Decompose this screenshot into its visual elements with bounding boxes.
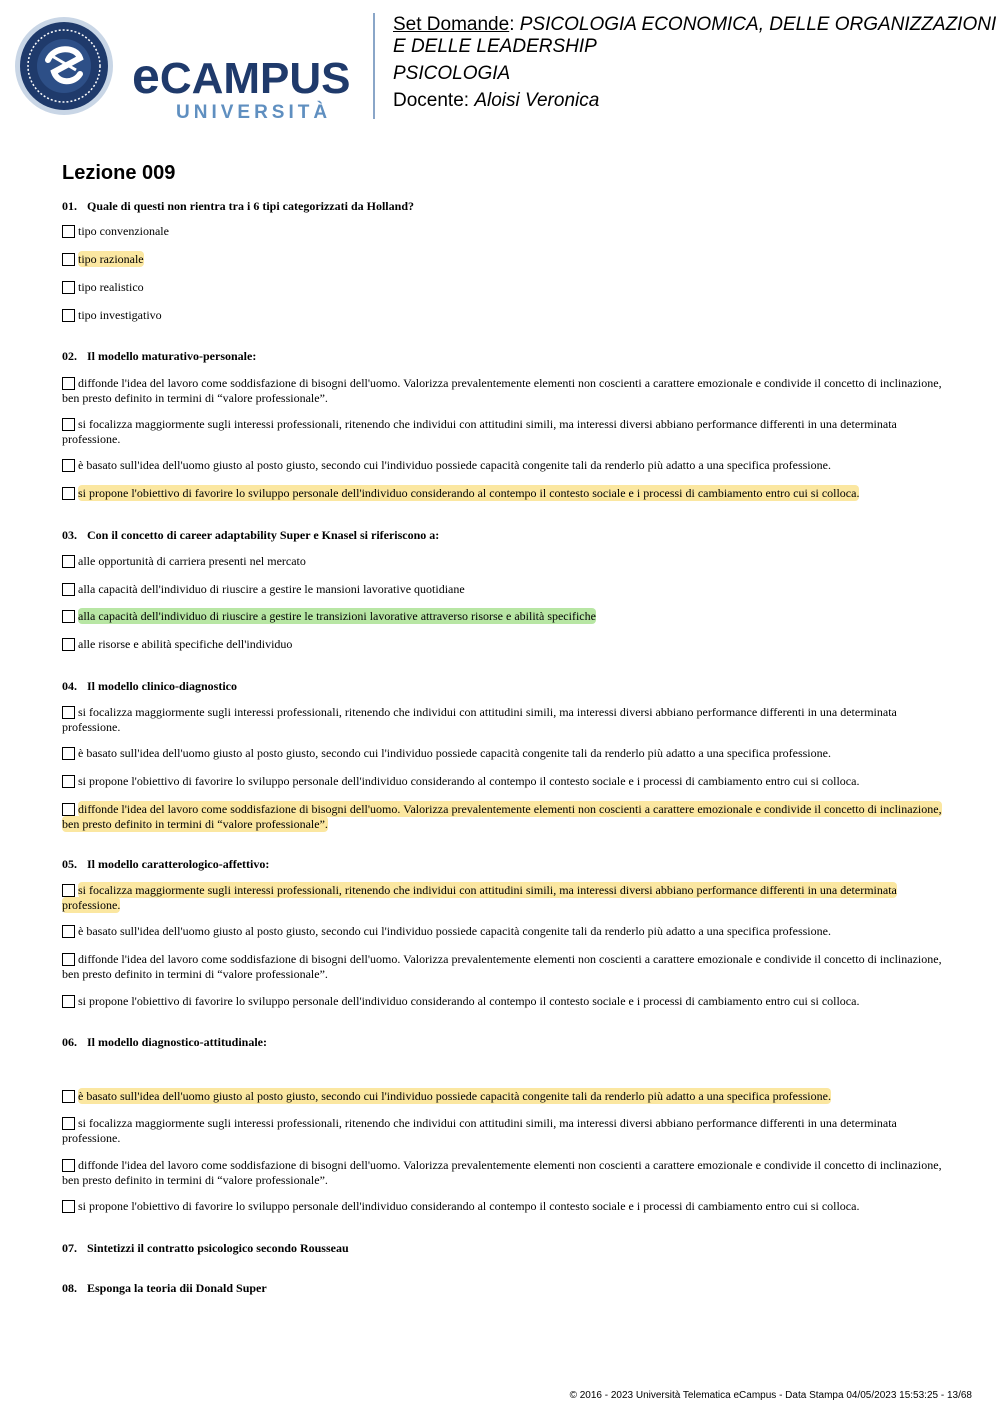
checkbox[interactable]	[62, 487, 75, 500]
brand-wordmark: eCAMPUS	[132, 48, 351, 104]
checkbox[interactable]	[62, 884, 75, 897]
answer-option[interactable]: si focalizza maggiormente sugli interessi professionali, ritenendo che individui con attitudini simili, ma interessi diversi abbiano performance differenti in una determinata professione.	[62, 1116, 897, 1145]
answer-option[interactable]: è basato sull'idea dell'uomo giusto al posto giusto, secondo cui l'individuo possiede capacità congenite tali da renderlo più adatto a una specifica professione.	[62, 924, 942, 939]
checkbox[interactable]	[62, 803, 75, 816]
course-title-cont: E DELLE LEADERSHIP	[393, 36, 597, 57]
checkbox[interactable]	[62, 925, 75, 938]
answer-option[interactable]: si focalizza maggiormente sugli interessi professionali, ritenendo che individui con attitudini simili, ma interessi diversi abbiano performance differenti in una determinata professione.	[62, 417, 897, 446]
checkbox[interactable]	[62, 775, 75, 788]
answer-option[interactable]: diffonde l'idea del lavoro come soddisfazione di bisogni dell'uomo. Valorizza prevalentemente elementi non coscienti a carattere emozionale e condivide il concetto di inclinazione, ben presto definito in termini di “valore professionale”.	[62, 1158, 942, 1187]
checkbox[interactable]	[62, 555, 75, 568]
answer-option[interactable]	[62, 883, 942, 913]
course-title: PSICOLOGIA ECONOMICA, DELLE ORGANIZZAZIONI	[519, 14, 997, 35]
checkbox[interactable]	[62, 253, 75, 266]
course-header: Set Domande: PSICOLOGIA ECONOMICA, DELLE ORGANIZZAZIONI E DELLE LEADERSHIP PSICOLOGIA Docente: Aloisi Veronica	[393, 14, 997, 111]
question-title: 02. Il modello maturativo-personale:	[62, 349, 257, 363]
answer-option[interactable]: tipo convenzionale	[62, 224, 942, 239]
question-title: 03. Con il concetto di career adaptability Super e Knasel si riferiscono a:	[62, 528, 440, 542]
lesson-title: Lezione 009	[62, 162, 176, 184]
answer-option[interactable]: tipo realistico	[62, 280, 942, 295]
checkbox[interactable]	[62, 309, 75, 322]
question-title: 04. Il modello clinico-diagnostico	[62, 679, 237, 693]
question-title: 07. Sintetizzi il contratto psicologico secondo Rousseau	[62, 1241, 349, 1255]
checkbox[interactable]	[62, 1200, 75, 1213]
highlighted-answer: si focalizza maggiormente sugli interessi professionali, ritenendo che individui con attitudini simili, ma interessi diversi abbiano performance differenti in una determinata professione.	[62, 883, 897, 912]
highlighted-answer: alla capacità dell'individuo di riuscire a gestire le transizioni lavorative attraverso risorse e abilità specifiche	[78, 609, 596, 623]
page-footer: © 2016 - 2023 Università Telematica eCampus - Data Stampa 04/05/2023 15:53:25 - 13/68	[569, 1390, 972, 1401]
highlighted-answer: tipo razionale	[78, 252, 144, 266]
checkbox[interactable]	[62, 610, 75, 623]
highlighted-answer: è basato sull'idea dell'uomo giusto al posto giusto, secondo cui l'individuo possiede capacità congenite tali da renderlo più adatto a una specifica professione.	[78, 1089, 831, 1103]
answer-option[interactable]: si propone l'obiettivo di favorire lo sviluppo personale dell'individuo considerando al contempo il contesto sociale e i processi di cambiamento entro cui si colloca.	[62, 1199, 942, 1214]
answer-option[interactable]: alle risorse e abilità specifiche dell'individuo	[62, 637, 942, 652]
question-title: 06. Il modello diagnostico-attitudinale:	[62, 1035, 268, 1049]
ecampus-logo	[14, 16, 359, 123]
header-divider	[373, 13, 375, 119]
brand-subtitle: UNIVERSITÀ	[176, 102, 332, 123]
university-seal-icon	[14, 16, 114, 116]
question-title: 05. Il modello caratterologico-affettivo:	[62, 857, 270, 871]
answer-option[interactable]: è basato sull'idea dell'uomo giusto al posto giusto, secondo cui l'individuo possiede capacità congenite tali da renderlo più adatto a una specifica professione.	[62, 746, 942, 761]
checkbox[interactable]	[62, 995, 75, 1008]
highlighted-answer: diffonde l'idea del lavoro come soddisfazione di bisogni dell'uomo. Valorizza prevalentemente elementi non coscienti a carattere emozionale e condivide il concetto di inclinazione, ben presto definito in termini di “valore professionale”.	[62, 802, 942, 831]
answer-option[interactable]	[62, 1089, 942, 1104]
checkbox[interactable]	[62, 377, 75, 390]
checkbox[interactable]	[62, 225, 75, 238]
answer-option[interactable]	[62, 802, 942, 832]
question-title: 01. Quale di questi non rientra tra i 6 tipi categorizzati da Holland?	[62, 199, 414, 213]
checkbox[interactable]	[62, 638, 75, 651]
answer-option[interactable]: è basato sull'idea dell'uomo giusto al posto giusto, secondo cui l'individuo possiede capacità congenite tali da renderlo più adatto a una specifica professione.	[62, 458, 942, 473]
checkbox[interactable]	[62, 281, 75, 294]
answer-option[interactable]: si propone l'obiettivo di favorire lo sviluppo personale dell'individuo considerando al contempo il contesto sociale e i processi di cambiamento entro cui si colloca.	[62, 774, 942, 789]
answer-option[interactable]: tipo investigativo	[62, 308, 942, 323]
checkbox[interactable]	[62, 706, 75, 719]
answer-option[interactable]: si propone l'obiettivo di favorire lo sviluppo personale dell'individuo considerando al contempo il contesto sociale e i processi di cambiamento entro cui si colloca.	[62, 994, 942, 1009]
checkbox[interactable]	[62, 953, 75, 966]
answer-option[interactable]: diffonde l'idea del lavoro come soddisfazione di bisogni dell'uomo. Valorizza prevalentemente elementi non coscienti a carattere emozionale e condivide il concetto di inclinazione, ben presto definito in termini di “valore professionale”.	[62, 952, 942, 981]
checkbox[interactable]	[62, 583, 75, 596]
set-label: Set Domande	[393, 14, 510, 35]
answer-option[interactable]	[62, 609, 942, 624]
answer-option[interactable]: alle opportunità di carriera presenti nel mercato	[62, 554, 942, 569]
checkbox[interactable]	[62, 1090, 75, 1103]
checkbox[interactable]	[62, 1159, 75, 1172]
question-title: 08. Esponga la teoria dii Donald Super	[62, 1281, 267, 1295]
highlighted-answer: si propone l'obiettivo di favorire lo sviluppo personale dell'individuo considerando al contempo il contesto sociale e i processi di cambiamento entro cui si colloca.	[78, 486, 860, 500]
answer-option[interactable]: si focalizza maggiormente sugli interessi professionali, ritenendo che individui con attitudini simili, ma interessi diversi abbiano performance differenti in una determinata professione.	[62, 705, 897, 734]
checkbox[interactable]	[62, 747, 75, 760]
teacher-name: Aloisi Veronica	[474, 90, 600, 111]
program-name: PSICOLOGIA	[393, 63, 511, 84]
checkbox[interactable]	[62, 1117, 75, 1130]
answer-option[interactable]	[62, 486, 942, 501]
checkbox[interactable]	[62, 418, 75, 431]
answer-option[interactable]: alla capacità dell'individuo di riuscire a gestire le mansioni lavorative quotidiane	[62, 582, 942, 597]
checkbox[interactable]	[62, 459, 75, 472]
teacher-label: Docente:	[393, 90, 470, 111]
answer-option[interactable]	[62, 252, 942, 267]
answer-option[interactable]: diffonde l'idea del lavoro come soddisfazione di bisogni dell'uomo. Valorizza prevalentemente elementi non coscienti a carattere emozionale e condivide il concetto di inclinazione, ben presto definito in termini di “valore professionale”.	[62, 376, 942, 405]
